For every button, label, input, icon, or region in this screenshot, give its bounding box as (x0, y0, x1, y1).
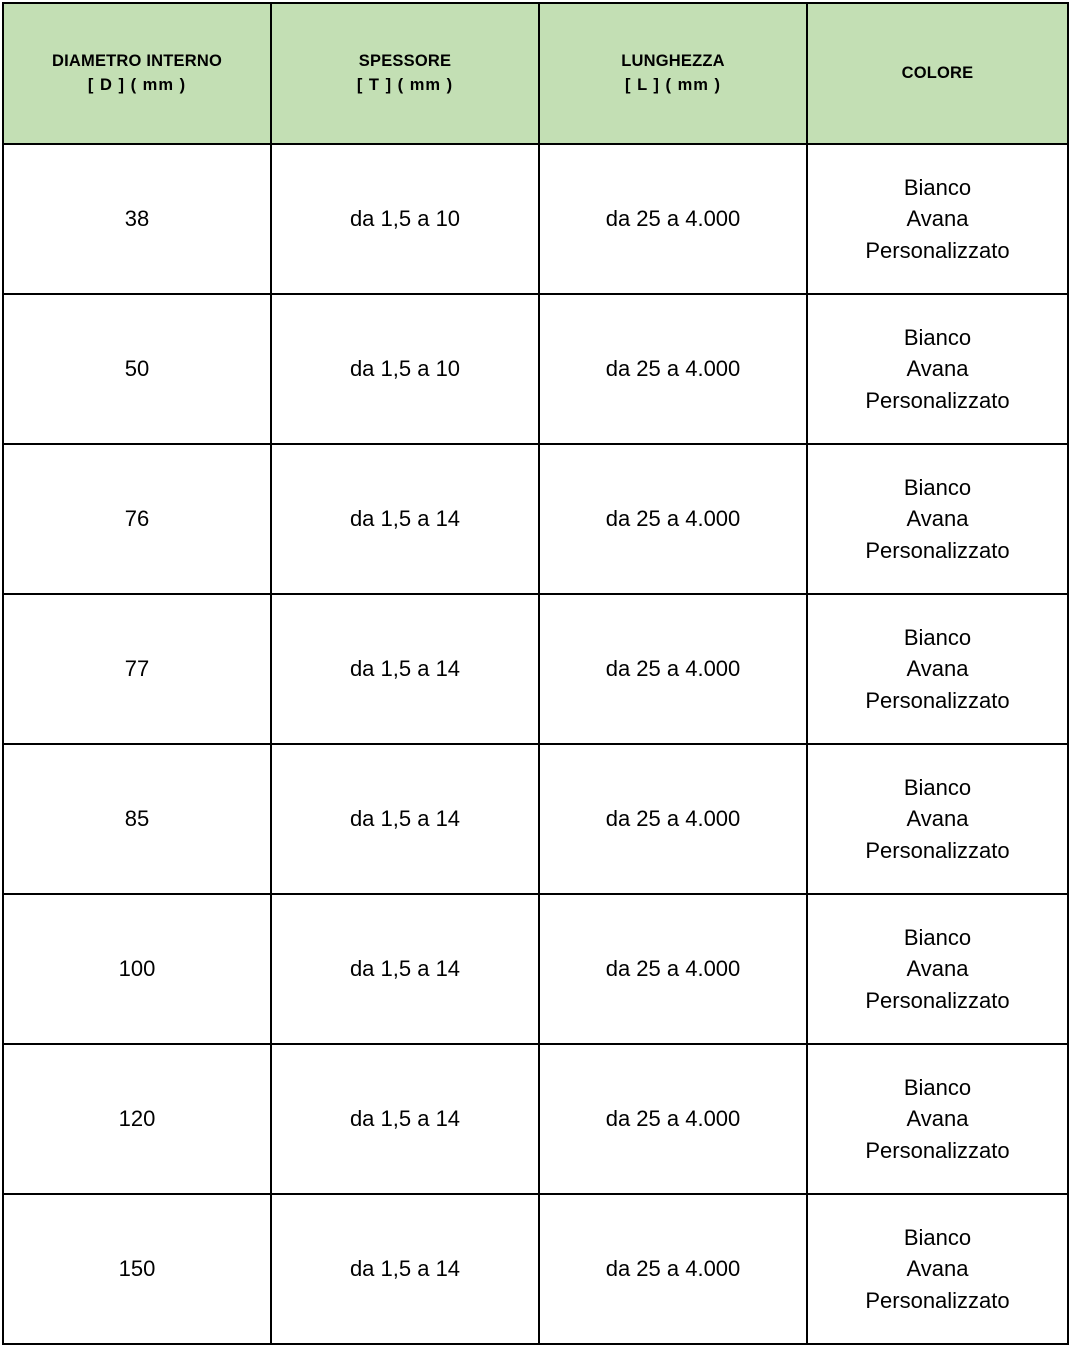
column-header-spessore (271, 3, 539, 144)
column-header-diametro-interno (3, 3, 271, 144)
cell-diametro: 76 (3, 444, 271, 594)
cell-colore (807, 1044, 1068, 1194)
table-header (3, 3, 1068, 144)
cell-colore-option: Bianco (903, 175, 972, 201)
table-row (3, 1044, 1068, 1194)
cell-colore-option: Avana (906, 1256, 969, 1282)
column-header-lunghezza-line2: [ L ] ( mm ) (624, 75, 722, 94)
cell-spessore: da 1,5 a 14 (271, 894, 539, 1044)
cell-spessore: da 1,5 a 14 (271, 744, 539, 894)
cell-colore-option: Avana (906, 356, 969, 382)
cell-lunghezza: da 25 a 4.000 (539, 744, 807, 894)
cell-colore-option: Personalizzato (865, 837, 1010, 863)
cell-colore-option: Bianco (903, 1225, 972, 1251)
table-row (3, 444, 1068, 594)
cell-diametro: 120 (3, 1044, 271, 1194)
column-header-spessore-line2: [ T ] ( mm ) (356, 75, 454, 94)
table-row (3, 144, 1068, 294)
cell-colore-option: Bianco (903, 775, 972, 801)
specifications-table (2, 2, 1069, 1345)
cell-diametro: 50 (3, 294, 271, 444)
cell-colore-option: Bianco (903, 325, 972, 351)
table-body (3, 144, 1068, 1344)
cell-lunghezza: da 25 a 4.000 (539, 294, 807, 444)
cell-colore (807, 744, 1068, 894)
cell-spessore: da 1,5 a 14 (271, 594, 539, 744)
column-header-diametro-interno-line2: [ D ] ( mm ) (87, 75, 187, 94)
cell-diametro: 85 (3, 744, 271, 894)
column-header-spessore-line1: SPESSORE (358, 51, 452, 70)
cell-lunghezza: da 25 a 4.000 (539, 1044, 807, 1194)
cell-colore-option: Personalizzato (865, 537, 1010, 563)
cell-colore-option: Avana (906, 806, 969, 832)
table-row (3, 594, 1068, 744)
page-root (0, 2, 1069, 1313)
cell-colore-option: Avana (906, 206, 969, 232)
cell-spessore: da 1,5 a 10 (271, 294, 539, 444)
cell-lunghezza: da 25 a 4.000 (539, 894, 807, 1044)
cell-colore-option: Bianco (903, 925, 972, 951)
table-row (3, 294, 1068, 444)
cell-colore-option: Avana (906, 506, 969, 532)
cell-colore-option: Bianco (903, 625, 972, 651)
cell-colore-option: Personalizzato (865, 237, 1010, 263)
cell-diametro: 100 (3, 894, 271, 1044)
cell-lunghezza: da 25 a 4.000 (539, 1194, 807, 1344)
cell-colore (807, 144, 1068, 294)
table-row (3, 894, 1068, 1044)
cell-colore (807, 894, 1068, 1044)
table-row (3, 1194, 1068, 1344)
table-header-row (3, 3, 1068, 144)
cell-diametro: 77 (3, 594, 271, 744)
cell-colore-option: Personalizzato (865, 387, 1010, 413)
cell-diametro: 38 (3, 144, 271, 294)
column-header-colore (807, 3, 1068, 144)
cell-colore (807, 594, 1068, 744)
cell-colore-option: Personalizzato (865, 1137, 1010, 1163)
column-header-lunghezza-line1: LUNGHEZZA (621, 51, 725, 70)
cell-colore (807, 294, 1068, 444)
cell-colore-option: Personalizzato (865, 1287, 1010, 1313)
cell-colore (807, 444, 1068, 594)
column-header-diametro-interno-line1: DIAMETRO INTERNO (51, 51, 223, 70)
cell-colore-option: Personalizzato (865, 987, 1010, 1013)
cell-lunghezza: da 25 a 4.000 (539, 444, 807, 594)
cell-colore-option: Personalizzato (865, 687, 1010, 713)
cell-lunghezza: da 25 a 4.000 (539, 594, 807, 744)
column-header-lunghezza (539, 3, 807, 144)
cell-spessore: da 1,5 a 14 (271, 1194, 539, 1344)
cell-spessore: da 1,5 a 14 (271, 1044, 539, 1194)
cell-diametro: 150 (3, 1194, 271, 1344)
column-header-colore-line1: COLORE (901, 63, 974, 82)
table-row (3, 744, 1068, 894)
cell-colore-option: Avana (906, 956, 969, 982)
cell-colore-option: Avana (906, 656, 969, 682)
cell-spessore: da 1,5 a 14 (271, 444, 539, 594)
cell-lunghezza: da 25 a 4.000 (539, 144, 807, 294)
cell-spessore: da 1,5 a 10 (271, 144, 539, 294)
cell-colore-option: Bianco (903, 475, 972, 501)
cell-colore (807, 1194, 1068, 1344)
cell-colore-option: Bianco (903, 1075, 972, 1101)
cell-colore-option: Avana (906, 1106, 969, 1132)
